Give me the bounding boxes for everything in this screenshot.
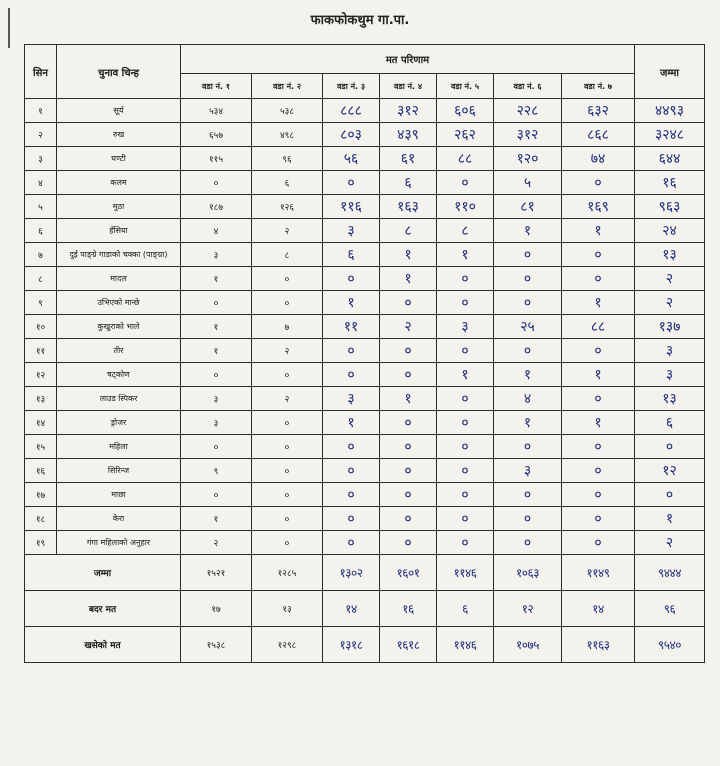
vote-cell: ०: [494, 531, 562, 555]
vote-cell: ०: [323, 171, 380, 195]
vote-cell: ५: [494, 171, 562, 195]
symbol-cell: षट्कोण: [57, 363, 181, 387]
table-row: [25, 219, 705, 243]
vote-cell: ०: [494, 267, 562, 291]
table-row: [25, 387, 705, 411]
vote-cell: ०: [252, 531, 323, 555]
footer-row: [25, 591, 705, 627]
vote-cell: ०: [323, 483, 380, 507]
total-cell: २४: [635, 219, 705, 243]
vote-cell: ११०: [437, 195, 494, 219]
vote-cell: ८: [437, 219, 494, 243]
footer-label: खसेको मत: [25, 627, 181, 663]
total-cell: १६: [635, 171, 705, 195]
vote-cell: ३: [494, 459, 562, 483]
footer-vote-cell: १६०१: [380, 555, 437, 591]
vote-cell: ०: [252, 507, 323, 531]
vote-cell: ०: [181, 435, 252, 459]
vote-cell: ११५: [181, 147, 252, 171]
symbol-cell: उभिएको मान्छे: [57, 291, 181, 315]
vote-cell: ०: [437, 459, 494, 483]
vote-cell: ०: [562, 339, 635, 363]
vote-cell: २५: [494, 315, 562, 339]
vote-cell: ३१२: [380, 99, 437, 123]
table-row: [25, 99, 705, 123]
table-row: [25, 411, 705, 435]
vote-cell: ६: [323, 243, 380, 267]
serial-cell: १६: [25, 459, 57, 483]
vote-cell: १: [437, 243, 494, 267]
vote-cell: ०: [437, 483, 494, 507]
serial-cell: १३: [25, 387, 57, 411]
table-row: [25, 195, 705, 219]
vote-cell: ३: [181, 411, 252, 435]
total-cell: ४४९३: [635, 99, 705, 123]
vote-cell: ४९८: [252, 123, 323, 147]
vote-cell: ८०३: [323, 123, 380, 147]
vote-cell: ०: [252, 459, 323, 483]
vote-cell: ६: [252, 171, 323, 195]
vote-cell: ०: [323, 363, 380, 387]
vote-cell: ९: [181, 459, 252, 483]
vote-cell: १२६: [252, 195, 323, 219]
symbol-cell: घण्टी: [57, 147, 181, 171]
footer-vote-cell: १४: [323, 591, 380, 627]
vote-cell: ८६८: [562, 123, 635, 147]
footer-vote-cell: १५३८: [181, 627, 252, 663]
total-cell: ६४४: [635, 147, 705, 171]
serial-cell: ९: [25, 291, 57, 315]
vote-cell: ०: [252, 291, 323, 315]
vote-cell: ६०६: [437, 99, 494, 123]
vote-cell: ३: [181, 387, 252, 411]
header-ward: वडा नं. ६: [494, 74, 562, 99]
vote-tally-table: [24, 44, 705, 663]
table-row: [25, 363, 705, 387]
symbol-cell: सूर्य: [57, 99, 181, 123]
vote-cell: ०: [494, 339, 562, 363]
symbol-cell: दुई पाङ्ग्रे गाडाको चक्का (पाङ्ग्रा): [57, 243, 181, 267]
total-cell: ३: [635, 339, 705, 363]
total-cell: २: [635, 291, 705, 315]
serial-cell: १: [25, 99, 57, 123]
vote-cell: ४: [181, 219, 252, 243]
vote-cell: ०: [437, 435, 494, 459]
footer-vote-cell: १४: [562, 591, 635, 627]
table-row: [25, 459, 705, 483]
vote-cell: १: [380, 267, 437, 291]
vote-cell: २: [252, 339, 323, 363]
serial-cell: १७: [25, 483, 57, 507]
total-cell: २: [635, 267, 705, 291]
vote-cell: ०: [562, 531, 635, 555]
serial-cell: १८: [25, 507, 57, 531]
vote-cell: ३: [323, 219, 380, 243]
vote-cell: ०: [323, 507, 380, 531]
vote-cell: ०: [437, 291, 494, 315]
symbol-cell: लाउड स्पिकर: [57, 387, 181, 411]
symbol-cell: सिरिन्ज: [57, 459, 181, 483]
header-total: जम्मा: [635, 45, 705, 99]
vote-cell: ०: [252, 411, 323, 435]
header-symbol: चुनाव चिन्ह: [57, 45, 181, 99]
vote-cell: ०: [494, 507, 562, 531]
serial-cell: १५: [25, 435, 57, 459]
vote-cell: ८: [380, 219, 437, 243]
header-ward: वडा नं. १: [181, 74, 252, 99]
symbol-cell: मादल: [57, 267, 181, 291]
footer-total-cell: ९६: [635, 591, 705, 627]
footer-vote-cell: १३: [252, 591, 323, 627]
header-ward: वडा नं. ३: [323, 74, 380, 99]
vote-cell: ०: [252, 435, 323, 459]
vote-cell: १: [562, 291, 635, 315]
symbol-cell: मुठा: [57, 195, 181, 219]
serial-cell: ११: [25, 339, 57, 363]
vote-cell: ०: [323, 459, 380, 483]
table-row: [25, 531, 705, 555]
vote-cell: ०: [323, 435, 380, 459]
vote-cell: ६५७: [181, 123, 252, 147]
table-row: [25, 315, 705, 339]
vote-cell: १: [437, 363, 494, 387]
vote-cell: ५३४: [181, 99, 252, 123]
vote-cell: ०: [380, 531, 437, 555]
vote-cell: ०: [323, 339, 380, 363]
footer-total-cell: ९५४०: [635, 627, 705, 663]
vote-cell: ६१: [380, 147, 437, 171]
footer-vote-cell: १५२१: [181, 555, 252, 591]
serial-cell: ८: [25, 267, 57, 291]
vote-cell: ५६: [323, 147, 380, 171]
vote-cell: ८८: [562, 315, 635, 339]
vote-cell: ०: [380, 339, 437, 363]
vote-cell: ०: [181, 291, 252, 315]
table-row: [25, 243, 705, 267]
vote-cell: ०: [380, 363, 437, 387]
header-ward: वडा नं. ७: [562, 74, 635, 99]
vote-cell: १: [323, 291, 380, 315]
vote-cell: ०: [562, 387, 635, 411]
vote-cell: २: [181, 531, 252, 555]
serial-cell: ३: [25, 147, 57, 171]
serial-cell: २: [25, 123, 57, 147]
total-cell: ०: [635, 483, 705, 507]
table-row: [25, 435, 705, 459]
footer-label: जम्मा: [25, 555, 181, 591]
footer-row: [25, 555, 705, 591]
vote-cell: १: [494, 363, 562, 387]
vote-cell: २६२: [437, 123, 494, 147]
vote-cell: ८१: [494, 195, 562, 219]
header-ward: वडा नं. २: [252, 74, 323, 99]
footer-vote-cell: ११६३: [562, 627, 635, 663]
footer-vote-cell: ११४९: [562, 555, 635, 591]
vote-cell: ८८: [437, 147, 494, 171]
footer-vote-cell: ६: [437, 591, 494, 627]
vote-cell: ०: [380, 291, 437, 315]
table-footer: [25, 555, 705, 663]
vote-cell: ०: [380, 459, 437, 483]
symbol-cell: तीर: [57, 339, 181, 363]
vote-cell: ०: [562, 243, 635, 267]
vote-cell: ०: [494, 291, 562, 315]
serial-cell: ४: [25, 171, 57, 195]
vote-cell: १: [181, 267, 252, 291]
total-cell: १: [635, 507, 705, 531]
table-body: [25, 99, 705, 555]
table-row: [25, 123, 705, 147]
vote-cell: ०: [437, 171, 494, 195]
vote-cell: १: [562, 363, 635, 387]
serial-cell: ५: [25, 195, 57, 219]
symbol-cell: हँसिया: [57, 219, 181, 243]
footer-vote-cell: १२: [494, 591, 562, 627]
vote-cell: ०: [252, 483, 323, 507]
footer-label: बदर मत: [25, 591, 181, 627]
vote-cell: ०: [181, 483, 252, 507]
vote-cell: २: [380, 315, 437, 339]
vote-cell: १: [181, 507, 252, 531]
serial-cell: १४: [25, 411, 57, 435]
footer-vote-cell: ११४६: [437, 555, 494, 591]
header-result: मत परिणाम: [181, 45, 635, 74]
total-cell: ९६३: [635, 195, 705, 219]
vote-cell: ७४: [562, 147, 635, 171]
vote-cell: ४३९: [380, 123, 437, 147]
vote-cell: ०: [437, 411, 494, 435]
header-serial: सिन: [25, 45, 57, 99]
vote-cell: २: [252, 219, 323, 243]
total-cell: ३: [635, 363, 705, 387]
table-row: [25, 147, 705, 171]
serial-cell: ६: [25, 219, 57, 243]
vote-cell: १: [494, 219, 562, 243]
table-row: [25, 339, 705, 363]
footer-total-cell: ९४४४: [635, 555, 705, 591]
table-row: [25, 171, 705, 195]
vote-cell: ११६: [323, 195, 380, 219]
vote-cell: ६: [380, 171, 437, 195]
vote-cell: ३: [323, 387, 380, 411]
symbol-cell: महिला: [57, 435, 181, 459]
vote-cell: २: [252, 387, 323, 411]
total-cell: ६: [635, 411, 705, 435]
footer-vote-cell: ११४६: [437, 627, 494, 663]
footer-vote-cell: १३०२: [323, 555, 380, 591]
vote-cell: १: [181, 315, 252, 339]
vote-cell: २२८: [494, 99, 562, 123]
vote-cell: १: [494, 411, 562, 435]
vote-cell: ०: [437, 507, 494, 531]
vote-cell: ०: [562, 171, 635, 195]
vote-cell: ९६: [252, 147, 323, 171]
vote-cell: ५३८: [252, 99, 323, 123]
total-cell: ०: [635, 435, 705, 459]
vote-cell: ०: [380, 411, 437, 435]
vote-cell: १६९: [562, 195, 635, 219]
page-title: फाकफोकथुम गा.पा.: [310, 13, 410, 28]
vote-cell: ११: [323, 315, 380, 339]
symbol-cell: गंगा महिलाको अनुहार: [57, 531, 181, 555]
vote-cell: ३: [181, 243, 252, 267]
footer-vote-cell: १६: [380, 591, 437, 627]
total-cell: १३७: [635, 315, 705, 339]
vote-cell: ०: [323, 531, 380, 555]
symbol-cell: केरा: [57, 507, 181, 531]
serial-cell: १९: [25, 531, 57, 555]
symbol-cell: ड्रोजर: [57, 411, 181, 435]
total-cell: १२: [635, 459, 705, 483]
vote-cell: ०: [181, 363, 252, 387]
vote-cell: ०: [437, 339, 494, 363]
footer-vote-cell: १२८५: [252, 555, 323, 591]
table-row: [25, 267, 705, 291]
footer-vote-cell: १०७५: [494, 627, 562, 663]
table-row: [25, 507, 705, 531]
vote-cell: ०: [562, 459, 635, 483]
table-row: [25, 483, 705, 507]
footer-vote-cell: १७: [181, 591, 252, 627]
vote-cell: ७: [252, 315, 323, 339]
vote-cell: ०: [562, 483, 635, 507]
vote-cell: १६३: [380, 195, 437, 219]
vote-cell: ०: [380, 435, 437, 459]
vote-cell: १: [181, 339, 252, 363]
vote-cell: ०: [494, 243, 562, 267]
vote-cell: ०: [181, 171, 252, 195]
vote-cell: ८८८: [323, 99, 380, 123]
vote-cell: ०: [323, 267, 380, 291]
footer-row: [25, 627, 705, 663]
vote-cell: ०: [380, 507, 437, 531]
vote-cell: ०: [380, 483, 437, 507]
vote-cell: १: [380, 243, 437, 267]
footer-vote-cell: १३१८: [323, 627, 380, 663]
vote-cell: ८: [252, 243, 323, 267]
vote-cell: १: [380, 387, 437, 411]
vote-cell: ०: [437, 387, 494, 411]
symbol-cell: कुखुराको भाले: [57, 315, 181, 339]
vote-cell: १: [562, 411, 635, 435]
total-cell: १३: [635, 387, 705, 411]
vote-cell: १: [562, 219, 635, 243]
header-ward: वडा नं. ४: [380, 74, 437, 99]
vote-cell: ०: [437, 531, 494, 555]
vote-cell: ०: [562, 435, 635, 459]
vote-cell: ०: [494, 435, 562, 459]
vote-cell: ०: [562, 507, 635, 531]
footer-vote-cell: १२९८: [252, 627, 323, 663]
symbol-cell: रुख: [57, 123, 181, 147]
symbol-cell: कलम: [57, 171, 181, 195]
vote-cell: १८७: [181, 195, 252, 219]
vote-cell: ०: [252, 267, 323, 291]
vote-cell: ३१२: [494, 123, 562, 147]
serial-cell: ७: [25, 243, 57, 267]
total-cell: १३: [635, 243, 705, 267]
vote-cell: १२०: [494, 147, 562, 171]
header-ward: वडा नं. ५: [437, 74, 494, 99]
vote-cell: ०: [437, 267, 494, 291]
footer-vote-cell: १६१८: [380, 627, 437, 663]
vote-cell: ०: [562, 267, 635, 291]
footer-vote-cell: १०६३: [494, 555, 562, 591]
vote-cell: १: [323, 411, 380, 435]
symbol-cell: माछा: [57, 483, 181, 507]
vote-cell: ६३२: [562, 99, 635, 123]
vote-cell: ०: [494, 483, 562, 507]
vote-cell: ०: [252, 363, 323, 387]
vote-cell: ३: [437, 315, 494, 339]
total-cell: २: [635, 531, 705, 555]
total-cell: ३२४८: [635, 123, 705, 147]
serial-cell: १२: [25, 363, 57, 387]
serial-cell: १०: [25, 315, 57, 339]
vote-cell: ४: [494, 387, 562, 411]
table-row: [25, 291, 705, 315]
